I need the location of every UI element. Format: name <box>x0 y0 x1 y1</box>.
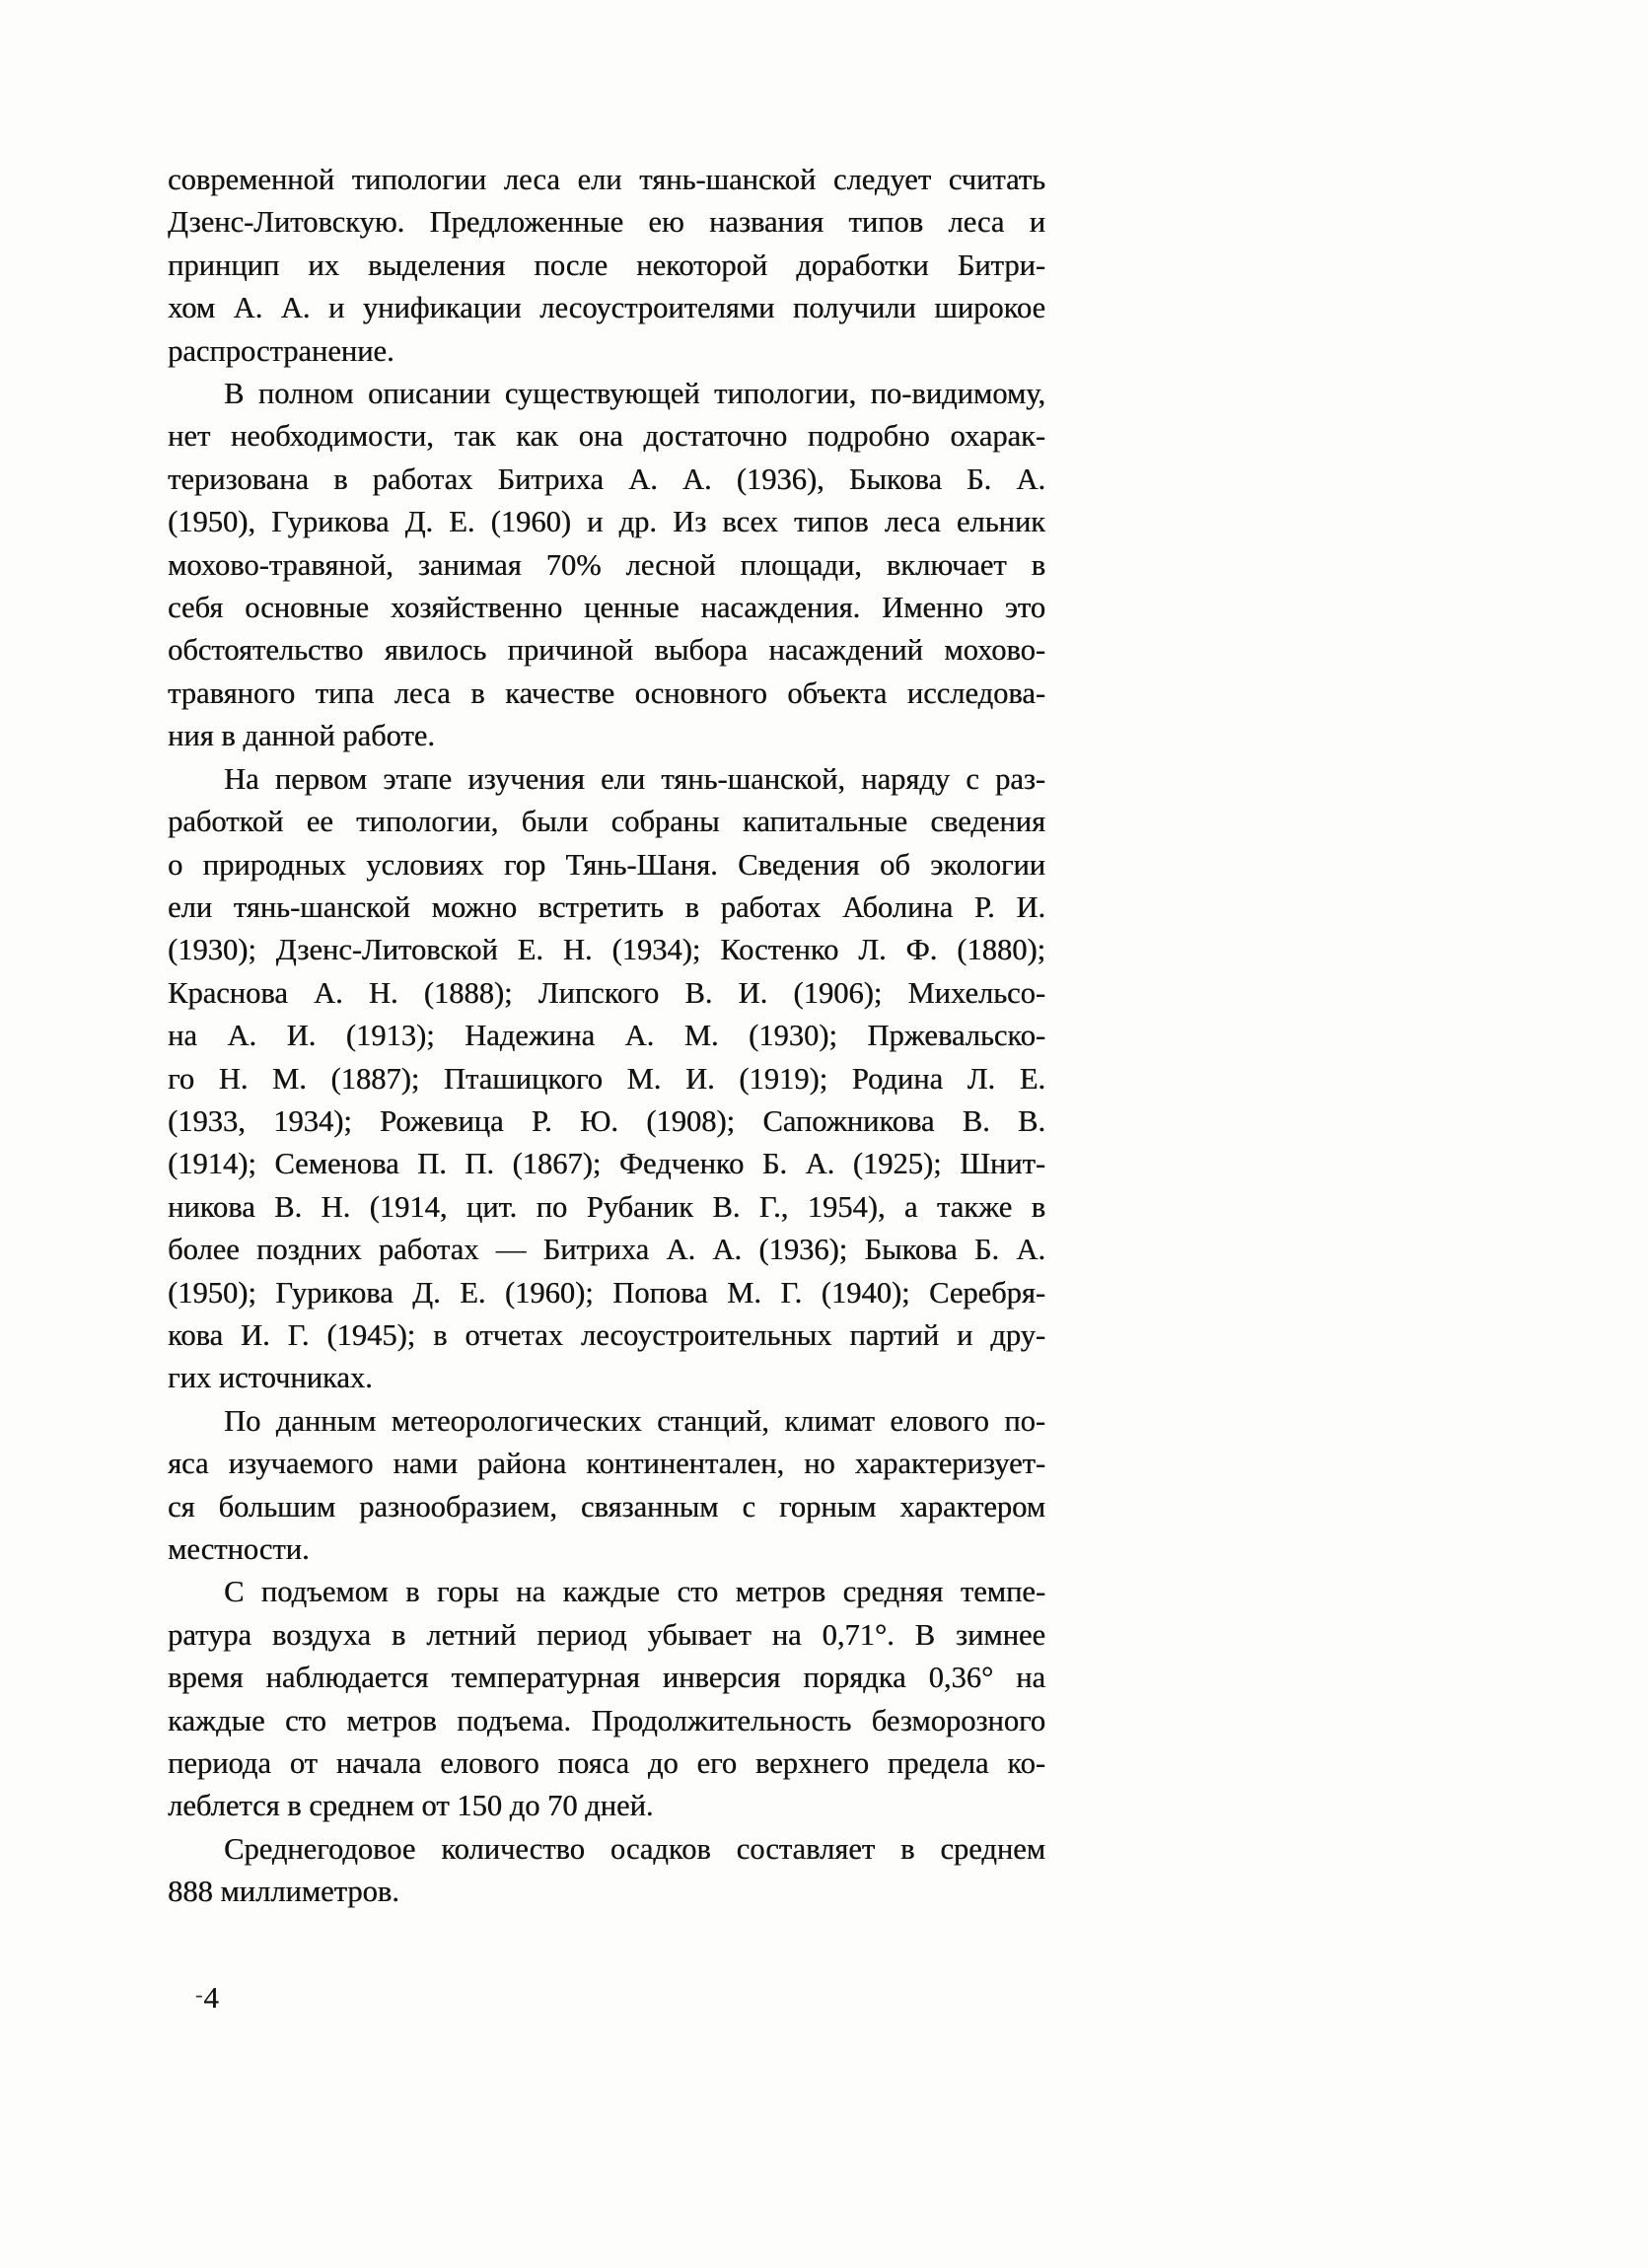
text-line: ратура воздуха в летний период убывает на 0,71°. В зимнее <box>168 1617 1045 1652</box>
text-line: (1914); Семенова П. П. (1867); Федченко Б. А. (1925); Шнит- <box>168 1147 1045 1181</box>
text-line: хом А. А. и унификации лесоустроителями получили широкое <box>168 291 1045 325</box>
text-line: В полном описании существующей типологии, по-видимому, <box>224 377 1045 411</box>
text-line: ся большим разнообразием, связанным с горным характером <box>168 1489 1045 1524</box>
text-line: местности. <box>168 1532 310 1566</box>
page-number: - 4 <box>195 1980 219 2016</box>
text-line: Дзенс-Литовскую. Предложенные ею названия типов леса и <box>168 205 1045 240</box>
text-line: современной типологии леса ели тянь-шанской следует считать <box>168 163 1045 196</box>
text-line: более поздних работах — Битриха А. А. (1936); Быкова Б. А. <box>168 1233 1045 1267</box>
paragraph <box>168 758 1045 1400</box>
text-line: никова В. Н. (1914, цит. по Рубаник В. Г., 1954), а также в <box>168 1189 1045 1224</box>
text-line: леблется в среднем от 150 до 70 дней. <box>168 1789 654 1823</box>
text-line: яса изучаемого нами района континентален, но характеризует- <box>168 1447 1045 1481</box>
text-line: (1933, 1934); Рожевица Р. Ю. (1908); Сапожникова В. В. <box>168 1103 1045 1138</box>
text-line: 888 миллиметров. <box>168 1875 399 1909</box>
paragraph <box>168 1828 1045 1914</box>
text-line: периода от начала елового пояса до его верхнего предела ко- <box>168 1746 1045 1781</box>
text-line: о природных условиях гор Тянь-Шаня. Сведения об экологии <box>168 847 1045 882</box>
text-line: По данным метеорологических станций, климат елового по- <box>224 1403 1045 1438</box>
text-line: обстоятельство явилось причиной выбора насаждений мохово- <box>168 633 1045 668</box>
text-line: Среднегодовое количество осадков составляет в среднем <box>224 1831 1045 1866</box>
paragraph <box>168 1400 1045 1572</box>
text-line: каждые сто метров подъема. Продолжительность безморозного <box>168 1703 1045 1737</box>
paragraph <box>168 373 1045 758</box>
text-line: себя основные хозяйственно ценные насаждения. Именно это <box>168 591 1045 625</box>
text-line: работкой ее типологии, были собраны капитальные сведения <box>168 805 1045 839</box>
text-line: гих источниках. <box>168 1361 373 1395</box>
paragraph <box>168 1571 1045 1827</box>
text-line: На первом этапе изучения ели тянь-шанской, наряду с раз- <box>224 761 1045 796</box>
text-line: ния в данной работе. <box>168 719 435 753</box>
text-line: (1950), Гурикова Д. Е. (1960) и др. Из всех типов леса ельник <box>168 505 1045 539</box>
text-line: на А. И. (1913); Надежина А. М. (1930); Пржевальско- <box>168 1019 1045 1053</box>
text-line: травяного типа леса в качестве основного объекта исследова- <box>168 675 1045 710</box>
text-line: Краснова А. Н. (1888); Липского В. И. (1906); Михельсо- <box>168 975 1045 1010</box>
text-line: го Н. М. (1887); Пташицкого М. И. (1919); Родина Л. Е. <box>168 1061 1045 1096</box>
text-line: время наблюдается температурная инверсия порядка 0,36° на <box>168 1661 1045 1695</box>
text-line: С подъемом в горы на каждые сто метров средняя темпе- <box>224 1575 1045 1609</box>
text-line: принцип их выделения после некоторой доработки Битри- <box>168 248 1045 282</box>
text-line: нет необходимости, так как она достаточно подробно охарак- <box>168 419 1045 454</box>
text-line: мохово-травяной, занимая 70% лесной площади, включает в <box>168 547 1045 582</box>
text-line: теризована в работах Битриха А. А. (1936), Быкова Б. А. <box>168 461 1045 496</box>
text-line: (1930); Дзенс-Литовской Е. Н. (1934); Костенко Л. Ф. (1880); <box>168 933 1045 967</box>
text-block <box>168 159 1045 1914</box>
paragraph <box>168 159 1045 373</box>
text-line: кова И. Г. (1945); в отчетах лесоустроительных партий и дру- <box>168 1317 1045 1352</box>
text-line: (1950); Гурикова Д. Е. (1960); Попова М. Г. (1940); Серебря- <box>168 1275 1045 1310</box>
text-line: ели тянь-шанской можно встретить в работах Аболина Р. И. <box>168 889 1045 924</box>
text-line: распространение. <box>168 333 394 368</box>
